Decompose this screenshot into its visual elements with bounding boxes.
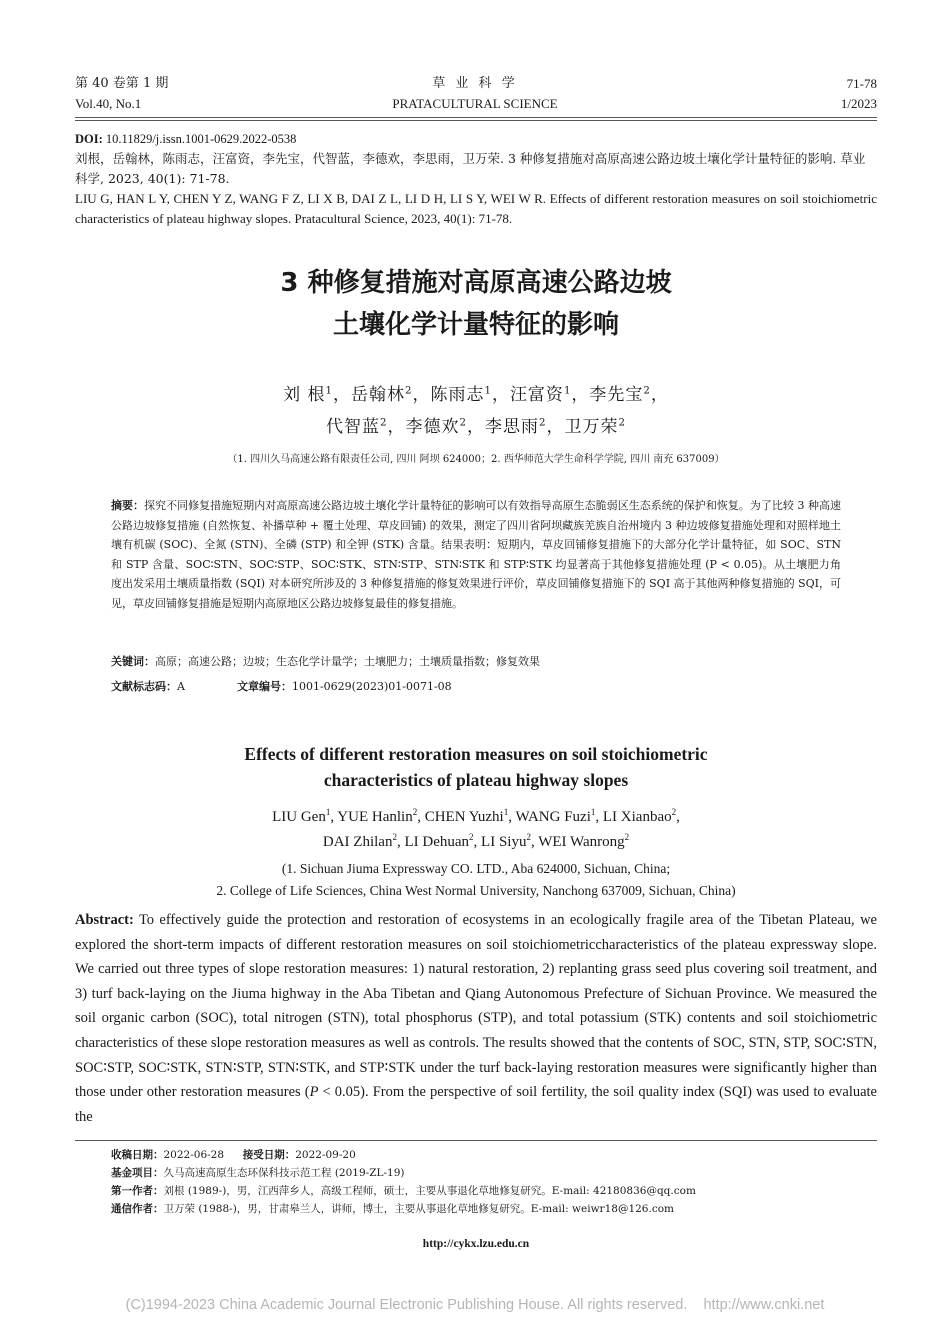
- cn-author-separator: ，: [387, 417, 406, 437]
- cn-author-separator: ，: [571, 385, 590, 405]
- cn-author: 卫万荣$^2$: [564, 417, 626, 437]
- cn-author-separator: ，: [491, 385, 510, 405]
- title-en-line-2: characteristics of plateau highway slopes: [323, 770, 629, 790]
- en-author-separator: ,: [595, 809, 603, 825]
- citation-en: LIU G, HAN L Y, CHEN Y Z, WANG F Z, LI X B, DAI Z L, LI D H, LI S Y, WEI W R. Effects of different restoration measures on soil stoichiometric characteristics of plateau highway slopes. Pratacultural Science, 2023, 40(1): 71-78.: [75, 191, 877, 226]
- cn-author-separator: ，: [412, 385, 431, 405]
- received-label: 收稿日期：: [111, 1149, 164, 1161]
- en-author-separator: ,: [473, 834, 482, 850]
- en-author-affiliation-mark: 2: [526, 832, 531, 842]
- title-en-line-1: Effects of different restoration measures on soil stoichiometric: [244, 744, 708, 764]
- affiliation-en-line-1: (1. Sichuan Jiuma Expressway CO. LTD., Aba 624000, Sichuan, China;: [281, 861, 671, 876]
- en-author-separator: ,: [676, 809, 680, 825]
- cn-author-affiliation-mark: 2: [539, 417, 547, 429]
- en-author-separator: ,: [508, 809, 516, 825]
- cn-author-affiliation-mark: 2: [459, 417, 467, 429]
- cn-author-separator: ，: [332, 385, 351, 405]
- cn-author: 刘 根$^1$: [283, 385, 333, 405]
- corresponding-text: 卫万荣 (1988-)，男，甘肃皋兰人，讲师，博士，主要从事退化草地修复研究。E-mail: weiwr18@126.com: [163, 1203, 674, 1215]
- cn-author-separator: ，: [650, 385, 669, 405]
- authors-cn: [75, 379, 877, 443]
- en-author: LIU Gen$^1$: [272, 807, 331, 825]
- header-center: [275, 74, 675, 114]
- corresponding-line: [111, 1200, 877, 1218]
- cn-author-affiliation-mark: 2: [618, 417, 626, 429]
- footnote-rule: [75, 1140, 877, 1141]
- authors-en-line-2: [75, 830, 877, 855]
- cn-author-separator: ，: [546, 417, 565, 437]
- en-author: DAI Zhilan$^2$: [322, 832, 397, 850]
- page-range: 71-78: [846, 76, 877, 91]
- article-no-label: 文章编号：: [236, 680, 292, 693]
- dates-line: [111, 1146, 877, 1164]
- en-author-affiliation-mark: 1: [325, 807, 331, 817]
- issue-cn: 第 40 卷第 1 期: [75, 76, 169, 91]
- p-symbol: P: [309, 1084, 319, 1101]
- watermark: (C)1994-2023 China Academic Journal Electronic Publishing House. All rights reserved. http://www.cnki.net: [125, 1297, 825, 1313]
- cn-author-affiliation-mark: 2: [643, 385, 651, 397]
- header-left: [75, 74, 168, 114]
- en-author-affiliation-mark: 1: [503, 807, 509, 817]
- abstract-en-text-end: < 0.05). From the perspective of soil fertility, the soil quality index (SQI) was used to evaluate the: [75, 1084, 877, 1125]
- en-author: LI Xianbao$^2$: [602, 807, 677, 825]
- affiliation-cn: （1. 四川久马高速公路有限责任公司, 四川 阿坝 624000；2. 西华师范大学生命科学学院, 四川 南充 637009）: [227, 454, 725, 465]
- title-en: [75, 741, 877, 793]
- cn-author-affiliation-mark: 2: [404, 385, 413, 397]
- en-author-separator: ,: [330, 809, 338, 825]
- en-author: YUE Hanlin$^2$: [337, 807, 418, 825]
- fund-label: 基金项目：: [111, 1167, 164, 1179]
- keywords-cn: [111, 653, 841, 671]
- fund-line: [111, 1164, 877, 1182]
- journal-cn: 草 业 科 学: [432, 76, 518, 91]
- abstract-en-label: Abstract:: [75, 912, 134, 928]
- doc-code-label: 文献标志码：: [111, 680, 177, 693]
- abstract-en-text: To effectively guide the protection and restoration of ecosystems in an ecologically fragile area of the Tibetan Plateau, we explored the short-term impacts of different restoration measures on soil stoichiometriccharacteristics of the plateau expressway slope. We carried out three types of slope restoration measures: 1) natural restoration, 2) replanting grass seed plus covering soil treatment, and 3) turf back-laying on the Jiuma highway in the Aba Tibetan and Qiang Autonomous Prefecture of Sichuan Province. We measured the soil organic carbon (SOC), total nitrogen (STN), total phosphorus (STP), and total potassium (STK) contents and soil stoichiometric characteristics of these slope restoration measures as well as controls. The results showed that the contents of SOC, STN, STP, SOC∶STN, SOC∶STP, SOC∶STK, STN∶STP, STN∶STK, and STP∶STK under the turf back-laying restoration measures were significantly higher than those under other restoration measures (: [75, 912, 877, 1101]
- en-author-separator: ,: [396, 834, 405, 850]
- authors-cn-line-2: [75, 411, 877, 443]
- en-author-affiliation-mark: 2: [624, 832, 630, 842]
- doi-value[interactable]: 10.11829/j.issn.1001-0629.2022-0538: [105, 132, 297, 146]
- cn-author: 李德欢$^2$: [405, 417, 467, 437]
- received-date: 2022-06-28: [163, 1149, 225, 1161]
- keywords-cn-label: 关键词：: [111, 655, 155, 668]
- en-author: LI Siyu$^2$: [481, 832, 531, 850]
- authors-en: [75, 805, 877, 855]
- title-cn-line-1: 3 种修复措施对高原高速公路边坡: [280, 268, 672, 298]
- en-author: WANG Fuzi$^1$: [515, 807, 596, 825]
- citation-block: [75, 129, 877, 229]
- article-no: 1001-0629(2023)01-0071-08: [291, 680, 452, 693]
- en-author-affiliation-mark: 2: [671, 807, 677, 817]
- cn-author: 岳翰林$^2$: [350, 385, 413, 405]
- authors-en-line-1: [75, 805, 877, 830]
- doi-line: [75, 129, 877, 149]
- issue-date: 1/2023: [840, 96, 877, 111]
- accepted-date: 2022-09-20: [295, 1149, 356, 1161]
- doc-code: A: [177, 680, 185, 693]
- cn-author-affiliation-mark: 1: [484, 385, 492, 397]
- first-author-line: [111, 1182, 877, 1200]
- header-right: [677, 74, 877, 114]
- en-author: CHEN Yuzhi$^1$: [424, 807, 509, 825]
- abstract-cn: [111, 496, 841, 613]
- en-author-affiliation-mark: 1: [590, 807, 596, 817]
- cn-author: 陈雨志$^1$: [430, 385, 492, 405]
- first-author-text: 刘根 (1989-)，男，江西萍乡人，高级工程师，硕士，主要从事退化草地修复研究。E-mail: 42180836@qq.com: [163, 1185, 696, 1197]
- title-cn: [75, 262, 877, 346]
- cn-author: 李先宝$^2$: [589, 385, 651, 405]
- cn-author: 李思雨$^2$: [485, 417, 547, 437]
- cn-author-separator: ，: [467, 417, 485, 437]
- cn-author-affiliation-mark: 1: [325, 385, 333, 397]
- cn-author: 汪富资$^1$: [509, 385, 572, 405]
- cn-author: 代智蓝$^2$: [326, 417, 388, 437]
- affiliation-en-line-2: 2. College of Life Sciences, China West Normal University, Nanchong 637009, Sichuan, China): [216, 883, 736, 898]
- en-author: WEI Wanrong$^2$: [538, 832, 630, 850]
- authors-cn-line-1: [75, 379, 877, 411]
- corresponding-label: 通信作者：: [111, 1203, 164, 1215]
- doi-label: DOI:: [75, 132, 103, 146]
- site-url[interactable]: http://cykx.lzu.edu.cn: [422, 1238, 530, 1250]
- en-author-affiliation-mark: 2: [392, 832, 397, 842]
- affiliation-en: [75, 858, 877, 902]
- en-author: LI Dehuan$^2$: [404, 832, 474, 850]
- citation-cn: 刘根，岳翰林，陈雨志，汪富资，李先宝，代智蓝，李德欢，李思雨，卫万荣. 3 种修复措施对高原高速公路边坡土壤化学计量特征的影响. 草业科学, 2023, 40(1): 71-78.: [75, 151, 866, 186]
- en-author-separator: ,: [530, 834, 539, 850]
- en-author-separator: ,: [417, 809, 425, 825]
- en-author-affiliation-mark: 2: [412, 807, 418, 817]
- keywords-cn-text: 高原；高速公路；边坡；生态化学计量学；土壤肥力；土壤质量指数；修复效果: [155, 655, 540, 668]
- fund-text: 久马高速高原生态环保科技示范工程 (2019-ZL-19): [163, 1167, 405, 1179]
- abstract-en: [75, 908, 877, 1129]
- abstract-cn-label: 摘要：: [111, 499, 145, 512]
- cn-author-affiliation-mark: 1: [563, 385, 572, 397]
- first-author-label: 第一作者：: [111, 1185, 164, 1197]
- header-rule-2: [75, 120, 877, 121]
- journal-en: PRATACULTURAL SCIENCE: [392, 96, 558, 111]
- abstract-cn-text: 探究不同修复措施短期内对高原高速公路边坡土壤化学计量特征的影响可以有效指导高原生态脆弱区生态系统的保护和恢复。为了比较 3 种高速公路边坡修复措施 (自然恢复、补播草种 + 覆土处理、草皮回铺) 的效果，测定了四川省阿坝藏族羌族自治州境内 3 种边坡修复措施处理和对照样地土壤有机碳 (SOC)、全氮 (STN)、全磷 (STP) 和全钾 (STK) 含量。结果表明：短期内，草皮回铺修复措施下的大部分化学计量特征，如 SOC、STN 和 STP 含量、SOC∶STN、SOC∶STP、SOC∶STK、STN∶STP、STN∶STK 和 STP∶STK 均显著高于其他修复措施处理 (P < 0.05)。从土壤肥力角度出发采用土壤质量指数 (SQI) 对本研究所涉及的 3 种修复措施的修复效果进行评价，草皮回铺修复措施下的 SQI 高于其他两种修复措施的 SQI，可见，草皮回铺修复措施是短期内高原地区公路边坡修复最佳的修复措施。: [111, 499, 841, 610]
- en-author-affiliation-mark: 2: [469, 832, 474, 842]
- title-cn-line-2: 土壤化学计量特征的影响: [332, 310, 619, 340]
- cn-author-affiliation-mark: 2: [380, 417, 388, 429]
- header-rule: [75, 117, 877, 118]
- footnotes: [111, 1146, 877, 1218]
- accepted-label: 接受日期：: [242, 1149, 296, 1161]
- issue-en: Vol.40, No.1: [75, 96, 142, 111]
- classification-line: [111, 678, 841, 696]
